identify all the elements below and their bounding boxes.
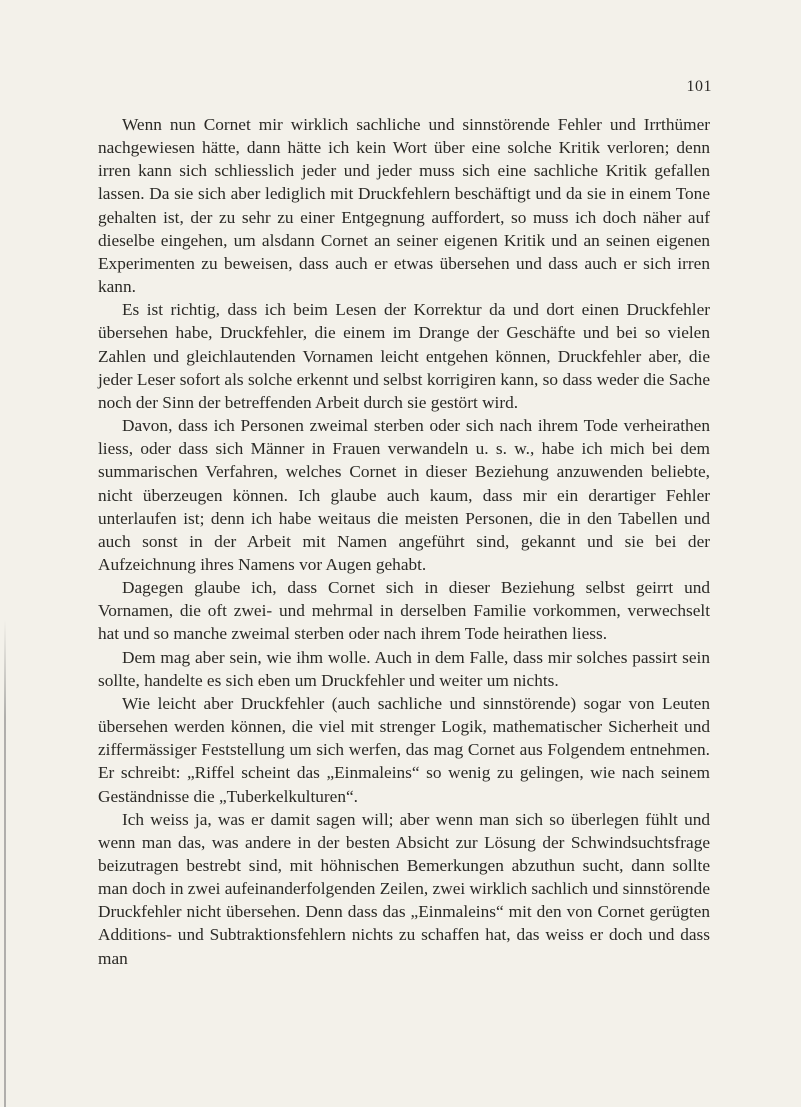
paragraph-3: Davon, dass ich Personen zweimal sterben oder sich nach ihrem Tode verheirathen liess, oder dass sich Männer in Frauen verwandeln u. s. w., habe ich mich bei dem summarischen Verfahren, welches Cornet in dieser Beziehung anzuwenden beliebte, nicht überzeugen können. Ich glaube auch kaum, dass mir ein derartiger Fehler unterlaufen ist; denn ich habe weitaus die meisten Personen, die in den Tabellen und auch sonst in der Arbeit mit Namen angeführt sind, gekannt und sie bei der Aufzeichnung ihres Namens vor Augen gehabt.: [98, 416, 710, 574]
paragraph-1: Wenn nun Cornet mir wirklich sachliche und sinnstörende Fehler und Irrthümer nachgewiesen hätte, dann hätte ich kein Wort über eine solche Kritik verloren; denn irren kann sich schliesslich jeder und jeder muss sich eine sachliche Kritik gefallen lassen. Da sie sich aber lediglich mit Druckfehlern beschäftigt und da sie in einem Tone gehalten ist, der zu sehr zu einer Entgegnung auffordert, so muss ich doch näher auf dieselbe eingehen, um alsdann Cornet an seiner eigenen Kritik und an seinen eigenen Experimenten zu beweisen, dass auch er etwas übersehen und dass auch er sich irren kann.: [98, 115, 710, 297]
paragraph-7: Ich weiss ja, was er damit sagen will; aber wenn man sich so überlegen fühlt und wenn man das, was andere in der besten Absicht zur Lösung der Schwindsuchtsfrage beizutragen bestrebt sind, mit höhnischen Bemerkungen abzuthun sucht, dann sollte man doch in zwei aufeinanderfolgenden Zeilen, zwei wirklich sachlich und sinnstörende Druckfehler nicht übersehen. Denn dass das „Einmaleins“ mit den von Cornet gerügten Additions- und Subtraktionsfehlern nichts zu schaffen hat, das weiss er doch und dass man: [98, 809, 710, 968]
body-text: [98, 113, 710, 970]
paragraph-2: Es ist richtig, dass ich beim Lesen der Korrektur da und dort einen Druckfehler übersehen habe, Druckfehler, die einem im Drange der Geschäfte und bei so vielen Zahlen und gleichlautenden Vornamen leicht entgehen können, Druckfehler aber, die jeder Leser sofort als solche erkennt und selbst korrigiren kann, so dass weder die Sache noch der Sinn der betreffenden Arbeit durch sie gestört wird.: [98, 300, 710, 412]
paragraph-5: Dem mag aber sein, wie ihm wolle. Auch in dem Falle, dass mir solches passirt sein sollte, handelte es sich eben um Druckfehler und weiter um nichts.: [98, 647, 710, 690]
paragraph-4: Dagegen glaube ich, dass Cornet sich in dieser Beziehung selbst geirrt und Vornamen, die oft zwei- und mehrmal in derselben Familie vorkommen, verwechselt hat und so manche zweimal sterben oder nach ihrem Tode heirathen liess.: [98, 578, 710, 644]
paragraph-6: Wie leicht aber Druckfehler (auch sachliche und sinnstörende) sogar von Leuten übersehen werden können, die viel mit strenger Logik, mathematischer Sicherheit und ziffermässiger Feststellung um sich werfen, das mag Cornet aus Folgendem entnehmen. Er schreibt: „Riffel scheint das „Einmaleins“ so wenig zu gelingen, wie nach seinem Geständnisse die „Tuberkelkulturen“.: [98, 693, 710, 806]
page-number: 101: [686, 78, 712, 95]
page-edge-shadow: [4, 620, 6, 1107]
